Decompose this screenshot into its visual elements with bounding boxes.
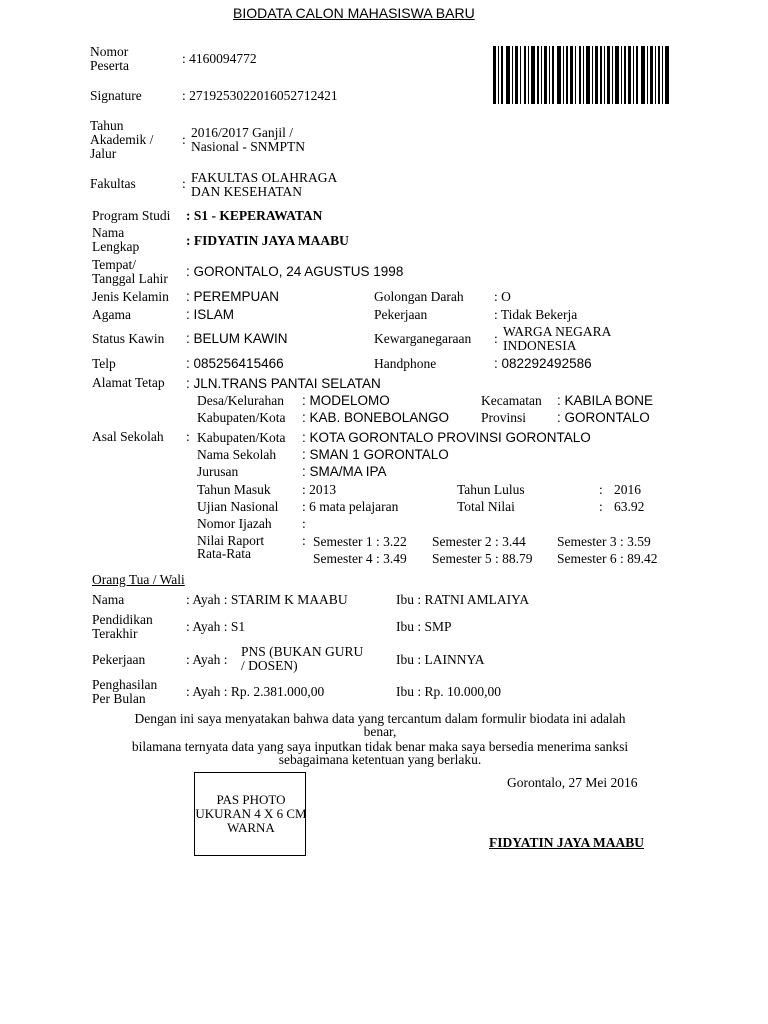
ortu-penghasilan-label: Penghasilan: [92, 677, 158, 692]
page-title: BIODATA CALON MAHASISWA BARU: [233, 5, 475, 21]
fakultas-colon: :: [182, 176, 186, 191]
nama-sekolah-label: Nama Sekolah: [197, 447, 277, 462]
ortu-nama-ayah: : Ayah : STARIM K MAABU: [186, 592, 348, 607]
signature-label: Signature: [90, 88, 142, 103]
provinsi-value: : GORONTALO: [557, 410, 650, 425]
alamat-value: : JLN.TRANS PANTAI SELATAN: [186, 376, 381, 391]
tahun-masuk-value: : 2013: [302, 482, 337, 497]
asal-sekolah-label: Asal Sekolah: [92, 429, 164, 444]
ortu-nama-ibu: Ibu : RATNI AMLAIYA: [396, 592, 530, 607]
kecamatan-value: : KABILA BONE: [557, 393, 654, 408]
total-nilai-value: 63.92: [614, 499, 645, 514]
jurusan-value: : SMA/MA IPA: [302, 464, 387, 479]
jenis-kelamin-value: : PEREMPUAN: [186, 289, 280, 304]
kewarganegaraan-value: WARGA NEGARA: [503, 324, 612, 339]
desa-value: : MODELOMO: [302, 393, 390, 408]
nilai-raport-label: Nilai Raport: [197, 533, 265, 548]
provinsi-label: Provinsi: [481, 410, 527, 425]
total-nilai-label: Total Nilai: [457, 499, 515, 514]
nomor-ijazah-value: :: [302, 516, 306, 531]
fakultas-label: Fakultas: [90, 176, 136, 191]
nama-tanda-tangan: FIDYATIN JAYA MAABU: [489, 835, 645, 850]
nilai-raport-label-2: Rata-Rata: [197, 546, 251, 561]
semester-3: Semester 3 : 3.59: [557, 534, 651, 549]
nomor-peserta-value: : 4160094772: [182, 51, 257, 66]
semester-4: Semester 4 : 3.49: [313, 551, 407, 566]
barcode-icon: [493, 46, 669, 104]
kecamatan-label: Kecamatan: [481, 393, 542, 408]
telp-value: : 085256415466: [186, 356, 284, 371]
sekolah-kabupaten-value: : KOTA GORONTALO PROVINSI GORONTALO: [302, 430, 591, 445]
ortu-penghasilan-ayah: : Ayah : Rp. 2.381.000,00: [186, 684, 325, 699]
signature-value: : 2719253022016052712421: [182, 88, 338, 103]
sekolah-kabupaten-label: Kabupaten/Kota: [197, 430, 286, 445]
tahun-akademik-value: 2016/2017 Ganjil /: [191, 125, 293, 140]
pekerjaan-label: Pekerjaan: [374, 307, 428, 322]
ortu-pekerjaan-ayah-2: / DOSEN): [241, 658, 298, 673]
pekerjaan-value: : Tidak Bekerja: [494, 307, 578, 322]
alamat-label: Alamat Tetap: [92, 375, 165, 390]
program-studi-label: Program Studi: [92, 208, 171, 223]
pas-photo-box: [194, 772, 306, 856]
ortu-pekerjaan-label: Pekerjaan: [92, 652, 146, 667]
golongan-darah-label: Golongan Darah: [374, 289, 464, 304]
handphone-value: : 082292492586: [494, 356, 592, 371]
ttl-value: : GORONTALO, 24 AGUSTUS 1998: [186, 264, 404, 279]
tempat-tanggal: Gorontalo, 27 Mei 2016: [507, 775, 638, 790]
golongan-darah-value: : O: [494, 289, 511, 304]
pernyataan-line-4: sebagaimana ketentuan yang berlaku.: [278, 752, 482, 767]
ortu-pendidikan-ayah: : Ayah : S1: [186, 619, 246, 634]
handphone-label: Handphone: [374, 356, 437, 371]
kewarganegaraan-value-2: INDONESIA: [503, 338, 577, 353]
ortu-pekerjaan-ayah: PNS (BUKAN GURU: [241, 644, 364, 659]
tahun-akademik-colon: :: [182, 132, 186, 147]
fakultas-value-2: DAN KESEHATAN: [191, 184, 303, 199]
ortu-pendidikan-ibu: Ibu : SMP: [396, 619, 452, 634]
orang-tua-heading: Orang Tua / Wali: [92, 572, 185, 587]
kabupaten-value: : KAB. BONEBOLANGO: [302, 410, 450, 425]
total-nilai-colon: :: [599, 499, 603, 514]
nomor-ijazah-label: Nomor Ijazah: [197, 516, 272, 531]
asal-sekolah-colon: :: [186, 429, 190, 444]
ortu-pekerjaan-ayah-prefix: : Ayah :: [186, 652, 228, 667]
kewarganegaraan-label: Kewarganegaraan: [374, 331, 472, 346]
ortu-penghasilan-ibu: Ibu : Rp. 10.000,00: [396, 684, 502, 699]
ortu-nama-label: Nama: [92, 592, 125, 607]
ttl-label-2: Tanggal Lahir: [92, 271, 168, 286]
tahun-akademik-label-3: Jalur: [90, 146, 117, 161]
pernyataan-line-3: bilamana ternyata data yang saya inputkan tidak benar maka saya bersedia menerima sanksi: [131, 739, 629, 754]
agama-value: : ISLAM: [186, 307, 235, 322]
nomor-peserta-label-2: Peserta: [90, 58, 129, 73]
nama-lengkap-label-2: Lengkap: [92, 239, 140, 254]
desa-label: Desa/Kelurahan: [197, 393, 284, 408]
agama-label: Agama: [92, 307, 131, 322]
status-kawin-label: Status Kawin: [92, 331, 165, 346]
tahun-lulus-colon: :: [599, 482, 603, 497]
pernyataan-line-1: Dengan ini saya menyatakan bahwa data yang tercantum dalam formulir biodata ini adalah: [134, 711, 626, 726]
program-studi-value: : S1 - KEPERAWATAN: [186, 208, 323, 223]
semester-6: Semester 6 : 89.42: [557, 551, 658, 566]
jenis-kelamin-label: Jenis Kelamin: [92, 289, 169, 304]
ujian-nasional-value: : 6 mata pelajaran: [302, 499, 399, 514]
tahun-akademik-label: Tahun: [90, 118, 124, 133]
fakultas-value: FAKULTAS OLAHRAGA: [191, 170, 338, 185]
tahun-masuk-label: Tahun Masuk: [197, 482, 271, 497]
ttl-label: Tempat/: [92, 257, 137, 272]
tahun-akademik-label-2: Akademik /: [90, 132, 154, 147]
nama-lengkap-value: : FIDYATIN JAYA MAABU: [186, 233, 349, 248]
ujian-nasional-label: Ujian Nasional: [197, 499, 279, 514]
kewarganegaraan-colon: :: [494, 331, 498, 346]
status-kawin-value: : BELUM KAWIN: [186, 331, 288, 346]
nama-lengkap-label: Nama: [92, 225, 125, 240]
kabupaten-label: Kabupaten/Kota: [197, 410, 286, 425]
semester-1: Semester 1 : 3.22: [313, 534, 407, 549]
semester-2: Semester 2 : 3.44: [432, 534, 526, 549]
semester-5: Semester 5 : 88.79: [432, 551, 533, 566]
nilai-raport-colon: :: [302, 533, 306, 548]
tahun-akademik-value-2: Nasional - SNMPTN: [191, 139, 305, 154]
nama-sekolah-value: : SMAN 1 GORONTALO: [302, 447, 449, 462]
ortu-pendidikan-label-2: Terakhir: [92, 626, 138, 641]
nomor-peserta-label: Nomor: [90, 44, 129, 59]
ortu-pendidikan-label: Pendidikan: [92, 612, 153, 627]
tahun-lulus-value: 2016: [614, 482, 641, 497]
pas-photo-text: PAS PHOTO UKURAN 4 X 6 CM WARNA: [195, 792, 307, 835]
tahun-lulus-label: Tahun Lulus: [457, 482, 525, 497]
pernyataan-line-2: benar,: [363, 724, 397, 739]
ortu-pekerjaan-ibu: Ibu : LAINNYA: [396, 652, 485, 667]
ortu-penghasilan-label-2: Per Bulan: [92, 691, 146, 706]
telp-label: Telp: [92, 356, 116, 371]
jurusan-label: Jurusan: [197, 464, 239, 479]
